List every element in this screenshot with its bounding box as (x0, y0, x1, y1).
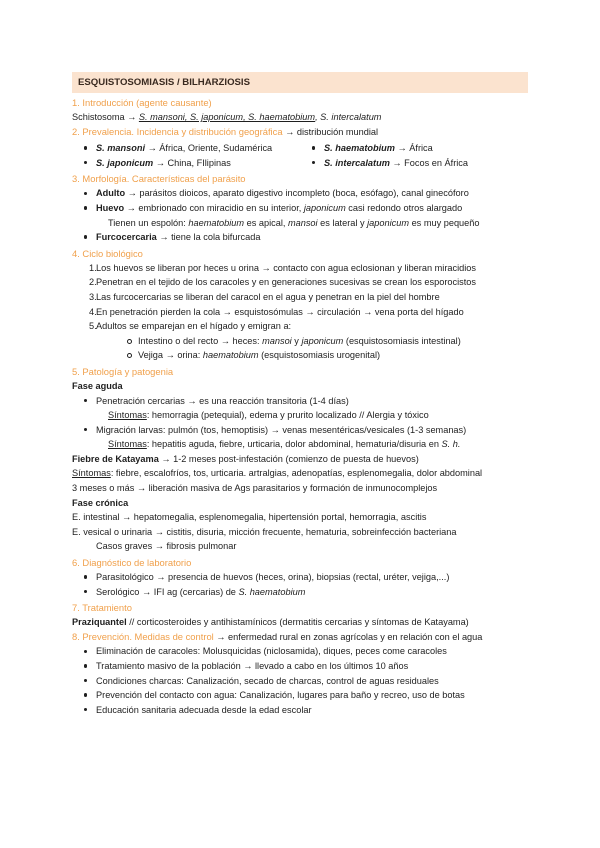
species-item: S. mansoni → África, Oriente, Sudamérica (72, 141, 300, 156)
cycle-substep: Vejiga → orina: haematobium (esquistosomiasis urogenital) (72, 348, 528, 363)
cycle-step: 3. Las furcocercarias se liberan del caracol en el agua y penetran en la piel del hombre (89, 291, 440, 302)
fase-cronica-label: Fase crónica (72, 497, 129, 508)
aguda-item: Migración larvas: pulmón (tos, hemoptisis) → venas mesentéricas/vesicales (1-3 semanas) (72, 423, 528, 438)
section-7-heading: 7. Tratamiento (72, 602, 132, 614)
katayama-line: Fiebre de Katayama → 1-2 meses post-infestación (comienzo de puesta de huevos) (72, 453, 419, 464)
section-4-heading: 4. Ciclo biológico (72, 247, 143, 259)
katayama-3-meses: 3 meses o más → liberación masiva de Ags parasitarios y formación de inmunocomplejos (72, 483, 438, 494)
aguda-sintomas: Síntomas: hemorragia (petequial), edema y prurito localizado // Alergia y tóxico (108, 410, 429, 421)
prevencion-item: Eliminación de caracoles: Molusquicidas (niclosamida), diques, peces come caracoles (72, 644, 528, 659)
diagnostico-item: Parasitológico → presencia de huevos (heces, orina), biopsias (rectal, uréter, vejiga,...) (72, 570, 528, 585)
cronica-item: E. vesical o urinaria → cistitis, disuria, micción frecuente, hematuria, sobreinfección bacteriana (72, 526, 457, 537)
prevencion-item: Condiciones charcas: Canalización, secado de charcas, control de aguas residuales (72, 674, 528, 689)
section-2-after: → distribución mundial (282, 126, 379, 137)
cronica-item: Casos graves → fibrosis pulmonar (96, 541, 237, 552)
tratamiento-line: Praziquantel // corticosteroides y antihistamínicos (dermatitis cercarias y síntomas de Katayama) (72, 617, 469, 628)
espolon-line: Tienen un espolón: haematobium es apical, mansoi es lateral y japonicum es muy pequeño (108, 217, 480, 228)
cycle-step: 2. Penetran en el tejido de los caracoles y en generaciones sucesivas se crean los esporocistos (89, 277, 476, 288)
prevencion-item: Prevención del contacto con agua: Canalización, lugares para baño y recreo, uso de botas (72, 688, 528, 703)
aguda-sintomas: Síntomas: hepatitis aguda, fiebre, urticaria, dolor abdominal, hematuria/disuria en S. h. (108, 439, 461, 450)
cycle-step: 5. Adultos se emparejan en el hígado y emigran a: (89, 321, 292, 332)
cycle-list (72, 261, 528, 334)
section-3-heading: 3. Morfología. Características del parásito (72, 173, 246, 185)
section-5-heading: 5. Patología y patogenia (72, 365, 174, 377)
document-title: ESQUISTOSOMIASIS / BILHARZIOSIS (72, 72, 528, 93)
section-8-heading: 8. Prevención. Medidas de control (72, 630, 214, 642)
aguda-item: Penetración cercarias → es una reacción transitoria (1-4 días) (72, 394, 528, 409)
cycle-step: 4. En penetración pierden la cola → esquistosómulas → circulación → vena porta del hígado (89, 306, 464, 317)
species-grid (72, 141, 528, 170)
section-1-heading: 1. Introducción (agente causante) (72, 97, 212, 108)
fase-aguda-label: Fase aguda (72, 380, 123, 391)
species-item: S. intercalatum → Focos en África (300, 156, 528, 171)
section-1-line: Schistosoma → S. mansoni, S. japonicum, S. haematobium, S. intercalatum (72, 112, 382, 122)
morph-item: Furcocercaria → tiene la cola bifurcada (72, 230, 528, 245)
prevencion-item: Tratamiento masivo de la población → llevado a cabo en los últimos 10 años (72, 659, 528, 674)
cycle-substep: Intestino o del recto → heces: mansoi y japonicum (esquistosomiasis intestinal) (72, 334, 528, 349)
morph-item: Huevo → embrionado con miracidio en su interior, japonicum casi redondo otros alargado (72, 201, 528, 216)
cycle-step: 1. Los huevos se liberan por heces u orina → contacto con agua eclosionan y liberan miracidios (89, 262, 476, 273)
cronica-item: E. intestinal → hepatomegalia, esplenomegalia, hipertensión portal, hemorragia, ascitis (72, 512, 427, 523)
section-2-heading: 2. Prevalencia. Incidencia y distribución geográfica (72, 125, 283, 137)
section-6-heading: 6. Diagnóstico de laboratorio (72, 557, 192, 569)
species-item: S. japonicum → China, FIlipinas (72, 156, 300, 171)
diagnostico-item: Serológico → IFI ag (cercarias) de S. haematobium (72, 585, 528, 600)
katayama-sintomas: Síntomas: fiebre, escalofríos, tos, urticaria. artralgias, adenopatías, esplenomegalia, dolor abdominal (72, 468, 483, 479)
species-item: S. haematobium → África (300, 141, 528, 156)
prevencion-item: Educación sanitaria adecuada desde la edad escolar (72, 703, 528, 718)
section-8-heading-line: 8. Prevención. Medidas de control → enfermedad rural en zonas agrícolas y en relación con el agua (72, 630, 483, 642)
document-page (72, 72, 528, 717)
morph-item: Adulto → parásitos dioicos, aparato digestivo incompleto (boca, esófago), canal ginecóforo (72, 186, 528, 201)
